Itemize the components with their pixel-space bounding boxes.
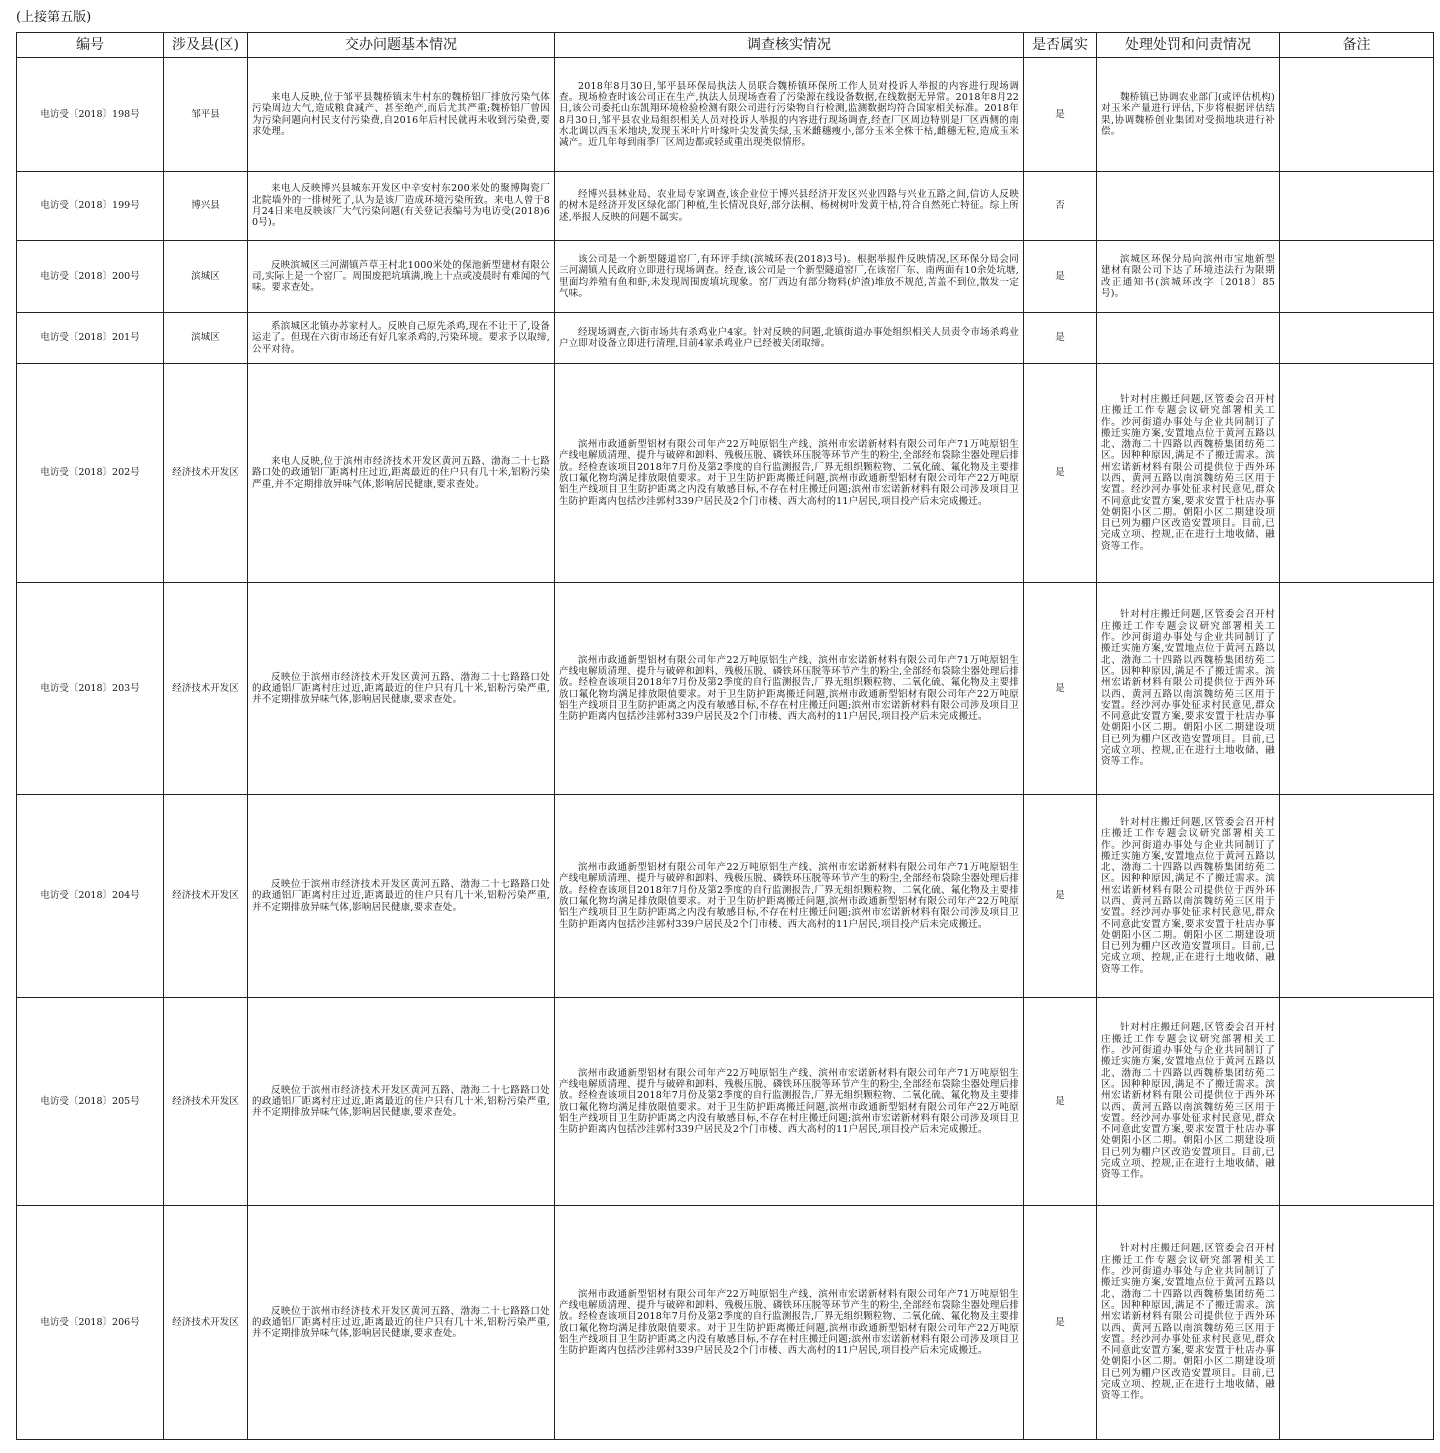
case-id: 电访受〔2018〕199号 — [17, 172, 164, 241]
handling-text: 针对村庄搬迁问题,区管委会召开村庄搬迁工作专题会议研究部署相关工作。沙河街道办事处与企业共同制订了搬迁实施方案,安置地点位于黄河五路以北、渤海二十四路以西魏桥集团纺苑二区。因种种原因,满足不了搬迁需求。滨州宏诺新材料有限公司提供位于西外环以西、黄河五路以南滨魏纺苑三区用于安置。经沙河办事处征求村民意见,群众不同意此安置方案,要求安置于杜店办事处朝阳小区二期。朝阳小区二期建设项目已列为棚户区改造安置项目。目前,已完成立项、控规,正在进行土地收储、融资等工作。 — [1097, 1206, 1280, 1440]
remark — [1280, 795, 1434, 998]
remark — [1280, 998, 1434, 1206]
investigation-text: 2018年8月30日,邹平县环保局执法人员联合魏桥镇环保所工作人员对投诉人举报的内容进行现场调查。现场检查时该公司正在生产,执法人员现场查看了污染源在线设备数据,在线数据无异常。2018年8月22日,该公司委托山东凯翔环境检验检测有限公司进行污染物自行检测,监测数据均符合国家相关标准。2018年8月30日,邹平县农业局组织相关人员对投诉人举报的内容进行现场调查,经查厂区周边特别是厂区西侧的南水北调以西玉米地块,发现玉米叶片叶缘叶尖发黄失绿,玉米雌穗瘦小,部分玉米全株干枯,雌穗无粒,造成玉米减产。近几年每到雨季厂区周边都或轻或重出现类似情形。 — [555, 58, 1024, 172]
case-id: 电访受〔2018〕201号 — [17, 313, 164, 364]
header-remark: 备注 — [1280, 33, 1434, 58]
table-row — [17, 583, 1434, 795]
case-id: 电访受〔2018〕203号 — [17, 583, 164, 795]
table-row — [17, 364, 1434, 583]
verified-flag: 是 — [1024, 364, 1097, 583]
verified-flag: 是 — [1024, 241, 1097, 313]
verified-flag: 否 — [1024, 172, 1097, 241]
continuation-label: (上接第五版) — [16, 10, 92, 25]
county: 经济技术开发区 — [164, 583, 248, 795]
verified-flag: 是 — [1024, 1206, 1097, 1440]
handling-text: 滨城区环保分局向滨州市宝地新型建材有限公司下达了环境违法行为限期改正通知书(滨城环改字〔2018〕85号)。 — [1097, 241, 1280, 313]
investigation-text: 滨州市政通新型铝材有限公司年产22万吨原铝生产线、滨州市宏诺新材料有限公司年产71万吨原铝生产线电解质清理、提升与破碎和卸料、残极压脱、磷铁环压脱等环节产生的粉尘,全部经布袋除尘器处理后排放。经检查该项目2018年7月份及第2季度的自行监测报告,厂界无组织颗粒物、二氧化硫、氟化物及主要排放口氟化物均满足排放限值要求。对于卫生防护距离搬迁问题,滨州市政通新型铝材有限公司年产22万吨原铝生产线项目卫生防护距离之内没有敏感目标,不存在村庄搬迁问题;滨州市宏诺新材料有限公司涉及项目卫生防护距离内包括沙洼郭村339户居民及2个门市楼、西大高村的11户居民,项目投产后未完成搬迁。 — [555, 583, 1024, 795]
remark — [1280, 583, 1434, 795]
investigation-text: 经现场调查,六街市场共有杀鸡业户4家。针对反映的问题,北镇街道办事处组织相关人员责令市场杀鸡业户立即对设备立即进行清理,目前4家杀鸡业户已经被关闭取缔。 — [555, 313, 1024, 364]
table-header — [17, 33, 1434, 58]
handling-text — [1097, 313, 1280, 364]
handling-text: 针对村庄搬迁问题,区管委会召开村庄搬迁工作专题会议研究部署相关工作。沙河街道办事处与企业共同制订了搬迁实施方案,安置地点位于黄河五路以北、渤海二十四路以西魏桥集团纺苑二区。因种种原因,满足不了搬迁需求。滨州宏诺新材料有限公司提供位于西外环以西、黄河五路以南滨魏纺苑三区用于安置。经沙河办事处征求村民意见,群众不同意此安置方案,要求安置于杜店办事处朝阳小区二期。朝阳小区二期建设项目已列为棚户区改造安置项目。目前,已完成立项、控规,正在进行土地收储、融资等工作。 — [1097, 998, 1280, 1206]
table-row — [17, 172, 1434, 241]
county: 经济技术开发区 — [164, 1206, 248, 1440]
verified-flag: 是 — [1024, 998, 1097, 1206]
issue-text: 来电人反映,位于邹平县魏桥镇末牛村东的魏桥铝厂排放污染气体污染周边大气,造成粮食减产、甚至绝产,而后尤其严重;魏桥铝厂曾因为污染问题向村民支付污染费,自2016年后村民就再未收到污染费,要求处理。 — [248, 58, 555, 172]
remark — [1280, 1206, 1434, 1440]
case-id: 电访受〔2018〕198号 — [17, 58, 164, 172]
verified-flag: 是 — [1024, 313, 1097, 364]
issue-text: 反映位于滨州市经济技术开发区黄河五路、渤海二十七路路口处的政通铝厂距离村庄过近,距离最近的住户只有几十米,铝粉污染严重,并不定期排放异味气体,影响居民健康,要求查处。 — [248, 795, 555, 998]
verified-flag: 是 — [1024, 795, 1097, 998]
table-row — [17, 1206, 1434, 1440]
investigation-text: 该公司是一个新型隧道窑厂,有环评手续(滨城环表(2018)3号)。根据举报件反映情况,区环保分局会同三河湖镇人民政府立即进行现场调查。经查,该公司是一个新型隧道窑厂,在该窑厂东、南两面有10余处坑塘,里面均养殖有鱼和虾,未发现周围废填坑现象。窑厂西边有部分物料(炉渣)堆放不规范,苫盖不到位,散发一定气味。 — [555, 241, 1024, 313]
handling-text: 针对村庄搬迁问题,区管委会召开村庄搬迁工作专题会议研究部署相关工作。沙河街道办事处与企业共同制订了搬迁实施方案,安置地点位于黄河五路以北、渤海二十四路以西魏桥集团纺苑二区。因种种原因,满足不了搬迁需求。滨州宏诺新材料有限公司提供位于西外环以西、黄河五路以南滨魏纺苑三区用于安置。经沙河办事处征求村民意见,群众不同意此安置方案,要求安置于杜店办事处朝阳小区二期。朝阳小区二期建设项目已列为棚户区改造安置项目。目前,已完成立项、控规,正在进行土地收储、融资等工作。 — [1097, 364, 1280, 583]
investigation-text: 滨州市政通新型铝材有限公司年产22万吨原铝生产线、滨州市宏诺新材料有限公司年产71万吨原铝生产线电解质清理、提升与破碎和卸料、残极压脱、磷铁环压脱等环节产生的粉尘,全部经布袋除尘器处理后排放。经检查该项目2018年7月份及第2季度的自行监测报告,厂界无组织颗粒物、二氧化硫、氟化物及主要排放口氟化物均满足排放限值要求。对于卫生防护距离搬迁问题,滨州市政通新型铝材有限公司年产22万吨原铝生产线项目卫生防护距离之内没有敏感目标,不存在村庄搬迁问题;滨州市宏诺新材料有限公司涉及项目卫生防护距离内包括沙洼郭村339户居民及2个门市楼、西大高村的11户居民,项目投产后未完成搬迁。 — [555, 1206, 1024, 1440]
issue-text: 反映位于滨州市经济技术开发区黄河五路、渤海二十七路路口处的政通铝厂距离村庄过近,距离最近的住户只有几十米,铝粉污染严重,并不定期排放异味气体,影响居民健康,要求查处。 — [248, 1206, 555, 1440]
investigation-text: 滨州市政通新型铝材有限公司年产22万吨原铝生产线、滨州市宏诺新材料有限公司年产71万吨原铝生产线电解质清理、提升与破碎和卸料、残极压脱、磷铁环压脱等环节产生的粉尘,全部经布袋除尘器处理后排放。经检查该项目2018年7月份及第2季度的自行监测报告,厂界无组织颗粒物、二氧化硫、氟化物及主要排放口氟化物均满足排放限值要求。对于卫生防护距离搬迁问题,滨州市政通新型铝材有限公司年产22万吨原铝生产线项目卫生防护距离之内没有敏感目标,不存在村庄搬迁问题;滨州市宏诺新材料有限公司涉及项目卫生防护距离内包括沙洼郭村339户居民及2个门市楼、西大高村的11户居民,项目投产后未完成搬迁。 — [555, 364, 1024, 583]
county: 经济技术开发区 — [164, 998, 248, 1206]
table-row — [17, 313, 1434, 364]
issue-text: 反映位于滨州市经济技术开发区黄河五路、渤海二十七路路口处的政通铝厂距离村庄过近,距离最近的住户只有几十米,铝粉污染严重,并不定期排放异味气体,影响居民健康,要求查处。 — [248, 998, 555, 1206]
issue-text: 反映位于滨州市经济技术开发区黄河五路、渤海二十七路路口处的政通铝厂距离村庄过近,距离最近的住户只有几十米,铝粉污染严重,并不定期排放异味气体,影响居民健康,要求查处。 — [248, 583, 555, 795]
handling-text — [1097, 172, 1280, 241]
verified-flag: 是 — [1024, 583, 1097, 795]
investigation-text: 经博兴县林业局、农业局专家调查,该企业位于博兴县经济开发区兴业四路与兴业五路之间,信访人反映的树木是经济开发区绿化部门种植,生长情况良好,部分法桐、杨树树叶发黄干枯,符合自然死亡特征。综上所述,举报人反映的问题不属实。 — [555, 172, 1024, 241]
header-investigation: 调查核实情况 — [555, 33, 1024, 58]
complaint-table — [16, 32, 1434, 1440]
header-county: 涉及县(区) — [164, 33, 248, 58]
verified-flag: 是 — [1024, 58, 1097, 172]
county: 滨城区 — [164, 313, 248, 364]
remark — [1280, 313, 1434, 364]
county: 博兴县 — [164, 172, 248, 241]
remark — [1280, 58, 1434, 172]
handling-text: 针对村庄搬迁问题,区管委会召开村庄搬迁工作专题会议研究部署相关工作。沙河街道办事处与企业共同制订了搬迁实施方案,安置地点位于黄河五路以北、渤海二十四路以西魏桥集团纺苑二区。因种种原因,满足不了搬迁需求。滨州宏诺新材料有限公司提供位于西外环以西、黄河五路以南滨魏纺苑三区用于安置。经沙河办事处征求村民意见,群众不同意此安置方案,要求安置于杜店办事处朝阳小区二期。朝阳小区二期建设项目已列为棚户区改造安置项目。目前,已完成立项、控规,正在进行土地收储、融资等工作。 — [1097, 583, 1280, 795]
header-issue: 交办问题基本情况 — [248, 33, 555, 58]
county: 滨城区 — [164, 241, 248, 313]
county: 经济技术开发区 — [164, 795, 248, 998]
header-handling: 处理处罚和问责情况 — [1097, 33, 1280, 58]
remark — [1280, 172, 1434, 241]
table-row — [17, 998, 1434, 1206]
case-id: 电访受〔2018〕200号 — [17, 241, 164, 313]
case-id: 电访受〔2018〕205号 — [17, 998, 164, 1206]
case-id: 电访受〔2018〕204号 — [17, 795, 164, 998]
table-row — [17, 241, 1434, 313]
remark — [1280, 241, 1434, 313]
county: 邹平县 — [164, 58, 248, 172]
table-row — [17, 58, 1434, 172]
county: 经济技术开发区 — [164, 364, 248, 583]
case-id: 电访受〔2018〕206号 — [17, 1206, 164, 1440]
remark — [1280, 364, 1434, 583]
handling-text: 魏桥镇已协调农业部门(或评估机构)对玉米产量进行评估,下步将根据评估结果,协调魏桥创业集团对受损地块进行补偿。 — [1097, 58, 1280, 172]
case-id: 电访受〔2018〕202号 — [17, 364, 164, 583]
header-verified: 是否属实 — [1024, 33, 1097, 58]
investigation-text: 滨州市政通新型铝材有限公司年产22万吨原铝生产线、滨州市宏诺新材料有限公司年产71万吨原铝生产线电解质清理、提升与破碎和卸料、残极压脱、磷铁环压脱等环节产生的粉尘,全部经布袋除尘器处理后排放。经检查该项目2018年7月份及第2季度的自行监测报告,厂界无组织颗粒物、二氧化硫、氟化物及主要排放口氟化物均满足排放限值要求。对于卫生防护距离搬迁问题,滨州市政通新型铝材有限公司年产22万吨原铝生产线项目卫生防护距离之内没有敏感目标,不存在村庄搬迁问题;滨州市宏诺新材料有限公司涉及项目卫生防护距离内包括沙洼郭村339户居民及2个门市楼、西大高村的11户居民,项目投产后未完成搬迁。 — [555, 998, 1024, 1206]
handling-text: 针对村庄搬迁问题,区管委会召开村庄搬迁工作专题会议研究部署相关工作。沙河街道办事处与企业共同制订了搬迁实施方案,安置地点位于黄河五路以北、渤海二十四路以西魏桥集团纺苑二区。因种种原因,满足不了搬迁需求。滨州宏诺新材料有限公司提供位于西外环以西、黄河五路以南滨魏纺苑三区用于安置。经沙河办事处征求村民意见,群众不同意此安置方案,要求安置于杜店办事处朝阳小区二期。朝阳小区二期建设项目已列为棚户区改造安置项目。目前,已完成立项、控规,正在进行土地收储、融资等工作。 — [1097, 795, 1280, 998]
issue-text: 系滨城区北镇办苏家村人。反映自己原先杀鸡,现在不让干了,设备运走了。但现在六街市场还有好几家杀鸡的,污染环境。要求予以取缔,公平对待。 — [248, 313, 555, 364]
table-row — [17, 795, 1434, 998]
issue-text: 来电人反映,位于滨州市经济技术开发区黄河五路、渤海二十七路路口处的政通铝厂距离村庄过近,距离最近的住户只有几十米,铝粉污染严重,并不定期排放异味气体,影响居民健康,要求查处。 — [248, 364, 555, 583]
investigation-text: 滨州市政通新型铝材有限公司年产22万吨原铝生产线、滨州市宏诺新材料有限公司年产71万吨原铝生产线电解质清理、提升与破碎和卸料、残极压脱、磷铁环压脱等环节产生的粉尘,全部经布袋除尘器处理后排放。经检查该项目2018年7月份及第2季度的自行监测报告,厂界无组织颗粒物、二氧化硫、氟化物及主要排放口氟化物均满足排放限值要求。对于卫生防护距离搬迁问题,滨州市政通新型铝材有限公司年产22万吨原铝生产线项目卫生防护距离之内没有敏感目标,不存在村庄搬迁问题;滨州市宏诺新材料有限公司涉及项目卫生防护距离内包括沙洼郭村339户居民及2个门市楼、西大高村的11户居民,项目投产后未完成搬迁。 — [555, 795, 1024, 998]
issue-text: 来电人反映博兴县城东开发区中辛安村东200米处的聚博陶瓷厂北院墙外的一排树死了,认为是该厂造成环境污染所致。来电人曾于8月24日来电反映该厂大气污染问题(有关登记表编号为电访受(2018)60号)。 — [248, 172, 555, 241]
issue-text: 反映滨城区三河湖镇芦草王村北1000米处的保池新型建材有限公司,实际上是一个窑厂。周围废把坑填满,晚上十点或凌晨时有难闻的气味。要求查处。 — [248, 241, 555, 313]
header-id: 编号 — [17, 33, 164, 58]
